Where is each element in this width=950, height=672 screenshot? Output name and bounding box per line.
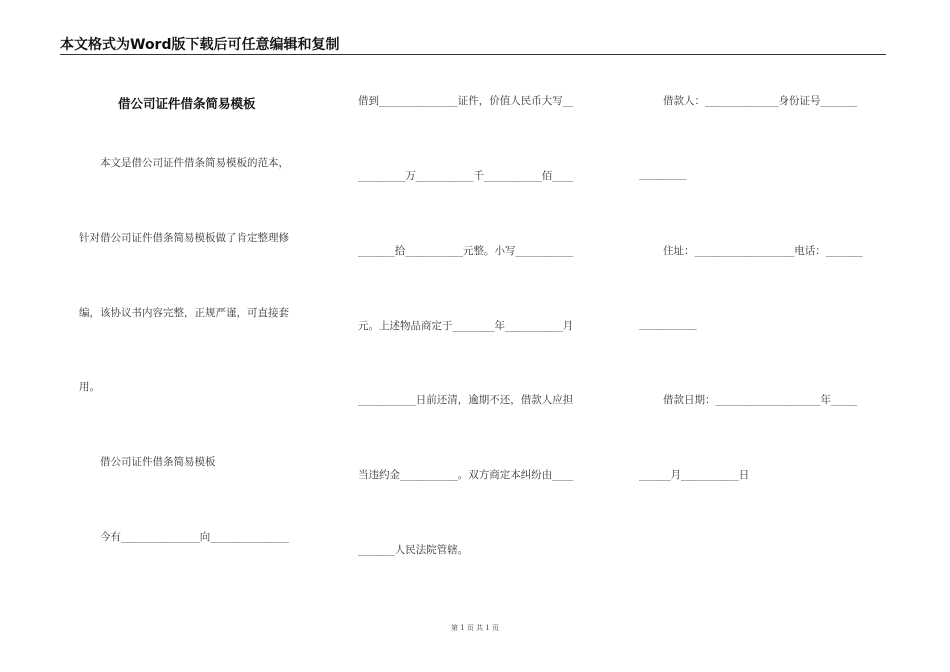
col3-line-6: ______月___________日 [639, 469, 750, 481]
col1-line-6: 今有_______________向_______________ [100, 531, 289, 543]
col2-line-1: 借到_______________证件，价值人民币大写__ [358, 95, 574, 107]
col2-line-7: _______人民法院管辖。 [358, 544, 469, 556]
col3-line-3: 住址：___________________电话：_______ [663, 245, 863, 257]
col3-line-1: 借款人：______________身份证号_______ [663, 95, 858, 107]
col2-line-3: _______拾___________元整。小写___________ [358, 245, 574, 257]
col1-line-3: 编，该协议书内容完整，正规严谨，可直接套 [79, 307, 289, 319]
col1-line-5: 借公司证件借条简易模板 [100, 456, 216, 468]
col3-line-4: ___________ [639, 318, 697, 330]
col2-line-2: _________万___________千___________佰____ [358, 170, 574, 182]
header-title: 本文格式为Word版下载后可任意编辑和复制 [60, 37, 340, 53]
col2-line-6: 当违约金___________。双方商定本纠纷由____ [358, 469, 574, 481]
col3-line-5: 借款日期：____________________年_____ [663, 394, 858, 406]
col2-line-4: 元。上述物品商定于________年___________月 [358, 320, 574, 332]
col1-line-4: 用。 [79, 381, 100, 393]
col2-line-5: ___________日前还清，逾期不还，借款人应担 [358, 394, 574, 406]
col1-line-1: 本文是借公司证件借条简易模板的范本， [100, 157, 289, 169]
col3-line-2: _________ [639, 168, 687, 180]
header-divider [60, 54, 886, 55]
col1-line-2: 针对借公司证件借条简易模板做了肯定整理修 [79, 232, 289, 244]
page-number: 第 1 页 共 1 页 [450, 624, 500, 632]
document-title: 借公司证件借条简易模板 [118, 96, 256, 111]
